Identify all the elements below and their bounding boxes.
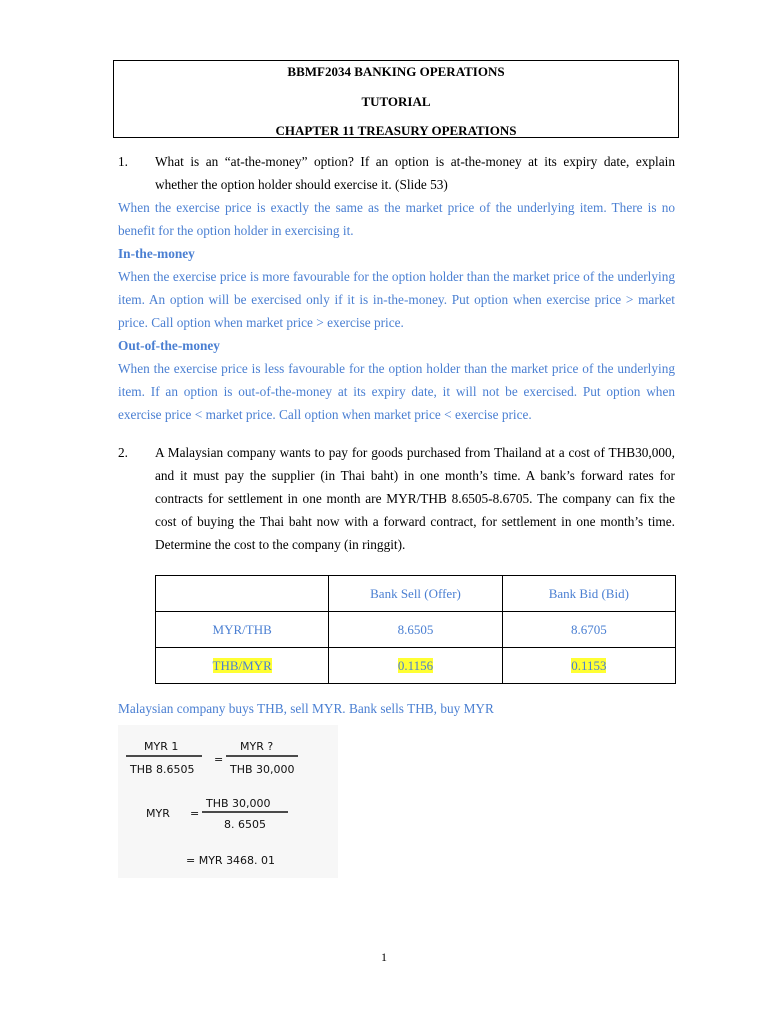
question-1-text: What is an “at-the-money” option? If an option is at-the-money at its expiry date, explain whether the option holder should exercise it. (Slide 53) <box>155 154 675 192</box>
in-the-money-text: When the exercise price is more favourable for the option holder than the market price of the underlying item. An option will be exercised only if it is in-the-money. Put option when exercise price > market price. Call option when market price > exercise price. <box>118 269 675 330</box>
hw-text: MYR ? <box>240 740 274 753</box>
chapter-title: CHAPTER 11 TREASURY OPERATIONS <box>275 123 517 138</box>
answer-2: Malaysian company buys THB, sell MYR. Bank sells THB, buy MYR <box>118 701 494 716</box>
table-cell: MYR/THB <box>156 612 329 648</box>
question-2-text: A Malaysian company wants to pay for goods purchased from Thailand at a cost of THB30,000, and it must pay the supplier (in Thai baht) in one month’s time. A bank’s forward rates for contracts for settlement in one month are MYR/THB 8.6505-8.6705. The company can fix the cost of buying the Thai baht now with a forward contract, for settlement in one month’s time. Determine the cost to the company (in ringgit). <box>155 445 675 552</box>
highlighted-value: 0.1156 <box>397 657 434 673</box>
hw-text: = <box>190 807 200 820</box>
title-box <box>113 60 679 138</box>
table-header-cell: Bank Sell (Offer) <box>329 576 502 612</box>
handwritten-calculation <box>118 725 338 878</box>
table-cell: 8.6705 <box>502 612 675 648</box>
hw-text: THB 30,000 <box>206 797 271 810</box>
table-header-cell <box>156 576 329 612</box>
hw-text: MYR 1 <box>144 740 179 753</box>
hw-text: = MYR 3468. 01 <box>186 854 276 867</box>
exchange-rate-table <box>155 575 676 684</box>
table-cell <box>329 648 502 684</box>
course-title: BBMF2034 BANKING OPERATIONS <box>287 64 505 79</box>
table-row <box>156 612 676 648</box>
table-cell <box>502 648 675 684</box>
table-cell <box>156 648 329 684</box>
out-of-the-money-heading: Out-of-the-money <box>118 338 220 353</box>
table-header-cell: Bank Bid (Bid) <box>502 576 675 612</box>
hw-text: THB 30,000 <box>230 763 295 776</box>
highlighted-value: THB/MYR <box>212 657 272 673</box>
answer-1: When the exercise price is exactly the same as the market price of the underlying item. There is no benefit for the option holder in exercising it. <box>118 200 675 238</box>
hw-text: 8. 6505 <box>224 818 266 831</box>
table-header-row <box>156 576 676 612</box>
question-2 <box>118 441 675 556</box>
table-cell: 8.6505 <box>329 612 502 648</box>
out-of-the-money-text: When the exercise price is less favourable for the option holder than the market price of the underlying item. If an option is out-of-the-money at its expiry date, it will not be exercised. Put option when exercise price < market price. Call option when market price < exercise price. <box>118 361 675 422</box>
highlighted-value: 0.1153 <box>571 657 607 673</box>
handwritten-calculation-drawing <box>118 725 338 878</box>
tutorial-title: TUTORIAL <box>361 94 431 109</box>
page-number: 1 <box>381 950 387 964</box>
hw-text: MYR <box>146 807 170 820</box>
hw-text: THB 8.6505 <box>130 763 195 776</box>
table-row <box>156 648 676 684</box>
in-the-money-heading: In-the-money <box>118 246 195 261</box>
hw-text: = <box>214 753 224 766</box>
question-1-number: 1. <box>118 154 128 169</box>
question-2-number: 2. <box>118 445 128 460</box>
question-1 <box>118 150 675 196</box>
